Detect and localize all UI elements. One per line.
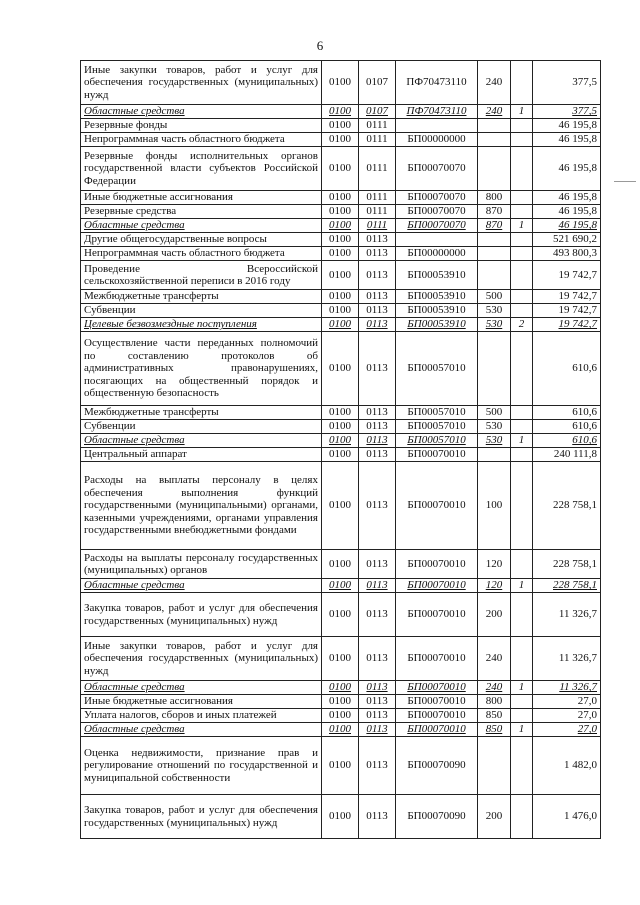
- row-csr: БП00070070: [396, 147, 478, 191]
- row-razdel: 0100: [322, 119, 359, 133]
- row-vr: [478, 247, 511, 261]
- row-amount: 46 195,8: [533, 219, 601, 233]
- row-csr: ПФ70473110: [396, 61, 478, 105]
- row-amount: 521 690,2: [533, 233, 601, 247]
- row-amount: 228 758,1: [533, 550, 601, 579]
- row-amount: 19 742,7: [533, 318, 601, 332]
- row-csr: БП00070010: [396, 550, 478, 579]
- row-kod: 2: [511, 318, 533, 332]
- row-podrazdel: 0111: [359, 147, 396, 191]
- table-row: [81, 795, 601, 839]
- row-name: Закупка товаров, работ и услуг для обеспечения государственных (муниципальных) нужд: [81, 593, 322, 637]
- row-name: Областные средства: [81, 434, 322, 448]
- row-csr: БП00057010: [396, 332, 478, 406]
- row-amount: 610,6: [533, 434, 601, 448]
- table-row: [81, 133, 601, 147]
- row-vr: [478, 147, 511, 191]
- row-razdel: 0100: [322, 681, 359, 695]
- row-amount: 228 758,1: [533, 462, 601, 550]
- table-row: [81, 681, 601, 695]
- row-amount: 46 195,8: [533, 147, 601, 191]
- row-podrazdel: 0113: [359, 247, 396, 261]
- row-vr: 530: [478, 420, 511, 434]
- budget-table-body: [81, 61, 601, 839]
- row-vr: 530: [478, 304, 511, 318]
- row-kod: [511, 147, 533, 191]
- row-vr: [478, 261, 511, 290]
- table-row: [81, 205, 601, 219]
- row-amount: 46 195,8: [533, 191, 601, 205]
- row-vr: 120: [478, 550, 511, 579]
- row-csr: ПФ70473110: [396, 105, 478, 119]
- row-amount: 377,5: [533, 61, 601, 105]
- row-vr: 240: [478, 681, 511, 695]
- row-vr: 240: [478, 61, 511, 105]
- row-razdel: 0100: [322, 795, 359, 839]
- row-vr: 200: [478, 795, 511, 839]
- row-kod: [511, 133, 533, 147]
- row-kod: [511, 304, 533, 318]
- row-name: Уплата налогов, сборов и иных платежей: [81, 709, 322, 723]
- row-kod: [511, 247, 533, 261]
- row-podrazdel: 0113: [359, 406, 396, 420]
- row-vr: [478, 133, 511, 147]
- row-podrazdel: 0113: [359, 737, 396, 795]
- row-podrazdel: 0113: [359, 318, 396, 332]
- row-amount: 27,0: [533, 695, 601, 709]
- row-amount: 1 476,0: [533, 795, 601, 839]
- row-razdel: 0100: [322, 448, 359, 462]
- row-podrazdel: 0111: [359, 133, 396, 147]
- row-vr: [478, 737, 511, 795]
- row-razdel: 0100: [322, 191, 359, 205]
- row-name: Областные средства: [81, 723, 322, 737]
- table-row: [81, 420, 601, 434]
- row-name: Непрограммная часть областного бюджета: [81, 247, 322, 261]
- row-razdel: 0100: [322, 318, 359, 332]
- table-row: [81, 332, 601, 406]
- table-row: [81, 261, 601, 290]
- row-name: Субвенции: [81, 304, 322, 318]
- table-row: [81, 462, 601, 550]
- row-vr: 240: [478, 637, 511, 681]
- row-name: Оценка недвижимости, признание прав и регулирование отношений по государственной и муниципальной собственности: [81, 737, 322, 795]
- row-vr: 530: [478, 434, 511, 448]
- row-csr: [396, 119, 478, 133]
- row-kod: [511, 795, 533, 839]
- row-name: Резервные фонды исполнительных органов государственной власти субъектов Российской Федерации: [81, 147, 322, 191]
- table-row: [81, 695, 601, 709]
- table-row: [81, 61, 601, 105]
- row-vr: 800: [478, 695, 511, 709]
- row-kod: [511, 550, 533, 579]
- row-amount: 46 195,8: [533, 205, 601, 219]
- row-kod: 1: [511, 579, 533, 593]
- row-amount: 19 742,7: [533, 304, 601, 318]
- row-podrazdel: 0113: [359, 261, 396, 290]
- row-kod: [511, 420, 533, 434]
- table-row: [81, 247, 601, 261]
- row-vr: 500: [478, 406, 511, 420]
- page-number: 6: [316, 38, 324, 53]
- row-vr: 240: [478, 105, 511, 119]
- row-csr: БП00057010: [396, 420, 478, 434]
- row-kod: [511, 637, 533, 681]
- row-amount: 46 195,8: [533, 119, 601, 133]
- row-name: Межбюджетные трансферты: [81, 290, 322, 304]
- row-razdel: 0100: [322, 462, 359, 550]
- row-razdel: 0100: [322, 61, 359, 105]
- row-amount: 46 195,8: [533, 133, 601, 147]
- table-row: [81, 448, 601, 462]
- row-kod: [511, 261, 533, 290]
- table-row: [81, 579, 601, 593]
- row-razdel: 0100: [322, 133, 359, 147]
- row-csr: БП00070070: [396, 219, 478, 233]
- row-csr: [396, 233, 478, 247]
- row-name: Закупка товаров, работ и услуг для обеспечения государственных (муниципальных) нужд: [81, 795, 322, 839]
- row-csr: БП00070010: [396, 723, 478, 737]
- row-vr: [478, 233, 511, 247]
- row-csr: БП00070010: [396, 695, 478, 709]
- row-csr: БП00070010: [396, 681, 478, 695]
- row-kod: [511, 119, 533, 133]
- row-podrazdel: 0113: [359, 593, 396, 637]
- row-vr: 100: [478, 462, 511, 550]
- row-name: Иные бюджетные ассигнования: [81, 695, 322, 709]
- row-podrazdel: 0113: [359, 290, 396, 304]
- row-amount: 27,0: [533, 723, 601, 737]
- row-amount: 27,0: [533, 709, 601, 723]
- row-amount: 610,6: [533, 332, 601, 406]
- row-name: Субвенции: [81, 420, 322, 434]
- row-csr: БП00053910: [396, 318, 478, 332]
- row-amount: 19 742,7: [533, 290, 601, 304]
- row-razdel: 0100: [322, 290, 359, 304]
- row-name: Областные средства: [81, 219, 322, 233]
- row-razdel: 0100: [322, 709, 359, 723]
- table-row: [81, 290, 601, 304]
- table-row: [81, 191, 601, 205]
- row-name: Областные средства: [81, 579, 322, 593]
- edge-mark: [614, 181, 636, 182]
- row-vr: 200: [478, 593, 511, 637]
- row-podrazdel: 0113: [359, 420, 396, 434]
- row-podrazdel: 0113: [359, 233, 396, 247]
- row-csr: БП00053910: [396, 261, 478, 290]
- row-amount: 610,6: [533, 406, 601, 420]
- table-row: [81, 637, 601, 681]
- row-kod: [511, 593, 533, 637]
- row-amount: 377,5: [533, 105, 601, 119]
- row-razdel: 0100: [322, 695, 359, 709]
- row-kod: 1: [511, 681, 533, 695]
- table-row: [81, 119, 601, 133]
- row-podrazdel: 0113: [359, 723, 396, 737]
- row-name: Осуществление части переданных полномочий по составлению протоколов об административных правонарушениях, посягающих на общественный порядок и общественную безопасность: [81, 332, 322, 406]
- row-csr: БП00070010: [396, 579, 478, 593]
- row-podrazdel: 0113: [359, 579, 396, 593]
- row-kod: [511, 233, 533, 247]
- row-razdel: 0100: [322, 550, 359, 579]
- row-csr: БП00070090: [396, 737, 478, 795]
- row-name: Иные бюджетные ассигнования: [81, 191, 322, 205]
- row-amount: 1 482,0: [533, 737, 601, 795]
- row-csr: БП00057010: [396, 434, 478, 448]
- row-amount: 228 758,1: [533, 579, 601, 593]
- row-razdel: 0100: [322, 637, 359, 681]
- row-csr: БП00070010: [396, 709, 478, 723]
- row-razdel: 0100: [322, 593, 359, 637]
- row-name: Проведение Всероссийской сельскохозяйственной переписи в 2016 году: [81, 261, 322, 290]
- row-kod: [511, 448, 533, 462]
- row-name: Центральный аппарат: [81, 448, 322, 462]
- row-kod: 1: [511, 219, 533, 233]
- row-name: Иные закупки товаров, работ и услуг для обеспечения государственных (муниципальных) нужд: [81, 61, 322, 105]
- row-csr: БП00053910: [396, 290, 478, 304]
- row-podrazdel: 0113: [359, 550, 396, 579]
- row-podrazdel: 0113: [359, 434, 396, 448]
- row-kod: [511, 737, 533, 795]
- row-amount: 240 111,8: [533, 448, 601, 462]
- row-podrazdel: 0111: [359, 205, 396, 219]
- row-name: Областные средства: [81, 105, 322, 119]
- row-razdel: 0100: [322, 105, 359, 119]
- row-name: Резервные средства: [81, 205, 322, 219]
- row-razdel: 0100: [322, 205, 359, 219]
- row-vr: 850: [478, 723, 511, 737]
- row-razdel: 0100: [322, 233, 359, 247]
- row-name: Расходы на выплаты персоналу в целях обеспечения выполнения функций государственными (муниципальными) органами, казенными учреждениями, органами управления государственными внебюджетными фондами: [81, 462, 322, 550]
- row-podrazdel: 0113: [359, 709, 396, 723]
- row-razdel: 0100: [322, 247, 359, 261]
- table-row: [81, 304, 601, 318]
- row-vr: 530: [478, 318, 511, 332]
- table-row: [81, 550, 601, 579]
- row-podrazdel: 0113: [359, 448, 396, 462]
- row-razdel: 0100: [322, 332, 359, 406]
- row-podrazdel: 0107: [359, 105, 396, 119]
- row-kod: [511, 205, 533, 219]
- row-kod: [511, 695, 533, 709]
- row-podrazdel: 0111: [359, 119, 396, 133]
- row-vr: 850: [478, 709, 511, 723]
- row-razdel: 0100: [322, 420, 359, 434]
- table-row: [81, 723, 601, 737]
- row-amount: 610,6: [533, 420, 601, 434]
- row-podrazdel: 0113: [359, 462, 396, 550]
- row-podrazdel: 0113: [359, 681, 396, 695]
- row-csr: БП00070010: [396, 593, 478, 637]
- row-kod: [511, 332, 533, 406]
- row-kod: 1: [511, 434, 533, 448]
- row-razdel: 0100: [322, 147, 359, 191]
- row-name: Непрограммная часть областного бюджета: [81, 133, 322, 147]
- row-kod: [511, 61, 533, 105]
- row-kod: [511, 406, 533, 420]
- row-name: Расходы на выплаты персоналу государственных (муниципальных) органов: [81, 550, 322, 579]
- row-podrazdel: 0113: [359, 304, 396, 318]
- table-row: [81, 434, 601, 448]
- row-vr: 870: [478, 219, 511, 233]
- row-podrazdel: 0113: [359, 795, 396, 839]
- row-csr: БП00057010: [396, 406, 478, 420]
- row-amount: 19 742,7: [533, 261, 601, 290]
- row-name: Резервные фонды: [81, 119, 322, 133]
- row-csr: БП00000000: [396, 133, 478, 147]
- row-razdel: 0100: [322, 219, 359, 233]
- table-row: [81, 318, 601, 332]
- table-row: [81, 105, 601, 119]
- row-name: Межбюджетные трансферты: [81, 406, 322, 420]
- row-amount: 11 326,7: [533, 637, 601, 681]
- row-kod: 1: [511, 723, 533, 737]
- row-podrazdel: 0111: [359, 191, 396, 205]
- row-csr: БП00070010: [396, 637, 478, 681]
- row-vr: 870: [478, 205, 511, 219]
- row-kod: [511, 709, 533, 723]
- row-vr: [478, 119, 511, 133]
- row-amount: 11 326,7: [533, 593, 601, 637]
- row-amount: 493 800,3: [533, 247, 601, 261]
- table-row: [81, 593, 601, 637]
- row-razdel: 0100: [322, 304, 359, 318]
- table-row: [81, 737, 601, 795]
- row-podrazdel: 0113: [359, 637, 396, 681]
- row-kod: 1: [511, 105, 533, 119]
- row-csr: БП00000000: [396, 247, 478, 261]
- table-row: [81, 406, 601, 420]
- row-vr: [478, 448, 511, 462]
- row-vr: 500: [478, 290, 511, 304]
- row-csr: БП00070070: [396, 191, 478, 205]
- row-vr: [478, 332, 511, 406]
- row-razdel: 0100: [322, 737, 359, 795]
- budget-table: [80, 60, 601, 839]
- row-razdel: 0100: [322, 406, 359, 420]
- row-kod: [511, 462, 533, 550]
- row-razdel: 0100: [322, 579, 359, 593]
- row-csr: БП00070070: [396, 205, 478, 219]
- row-name: Областные средства: [81, 681, 322, 695]
- row-csr: БП00070010: [396, 462, 478, 550]
- row-vr: 120: [478, 579, 511, 593]
- table-row: [81, 147, 601, 191]
- row-csr: БП00070010: [396, 448, 478, 462]
- row-kod: [511, 290, 533, 304]
- table-row: [81, 219, 601, 233]
- row-csr: БП00053910: [396, 304, 478, 318]
- row-podrazdel: 0113: [359, 332, 396, 406]
- row-kod: [511, 191, 533, 205]
- row-csr: БП00070090: [396, 795, 478, 839]
- row-razdel: 0100: [322, 434, 359, 448]
- table-row: [81, 233, 601, 247]
- row-podrazdel: 0113: [359, 695, 396, 709]
- row-name: Иные закупки товаров, работ и услуг для обеспечения государственных (муниципальных) нужд: [81, 637, 322, 681]
- row-podrazdel: 0111: [359, 219, 396, 233]
- table-row: [81, 709, 601, 723]
- row-name: Другие общегосударственные вопросы: [81, 233, 322, 247]
- row-razdel: 0100: [322, 723, 359, 737]
- row-vr: 800: [478, 191, 511, 205]
- row-podrazdel: 0107: [359, 61, 396, 105]
- row-name: Целевые безвозмездные поступления: [81, 318, 322, 332]
- row-amount: 11 326,7: [533, 681, 601, 695]
- row-razdel: 0100: [322, 261, 359, 290]
